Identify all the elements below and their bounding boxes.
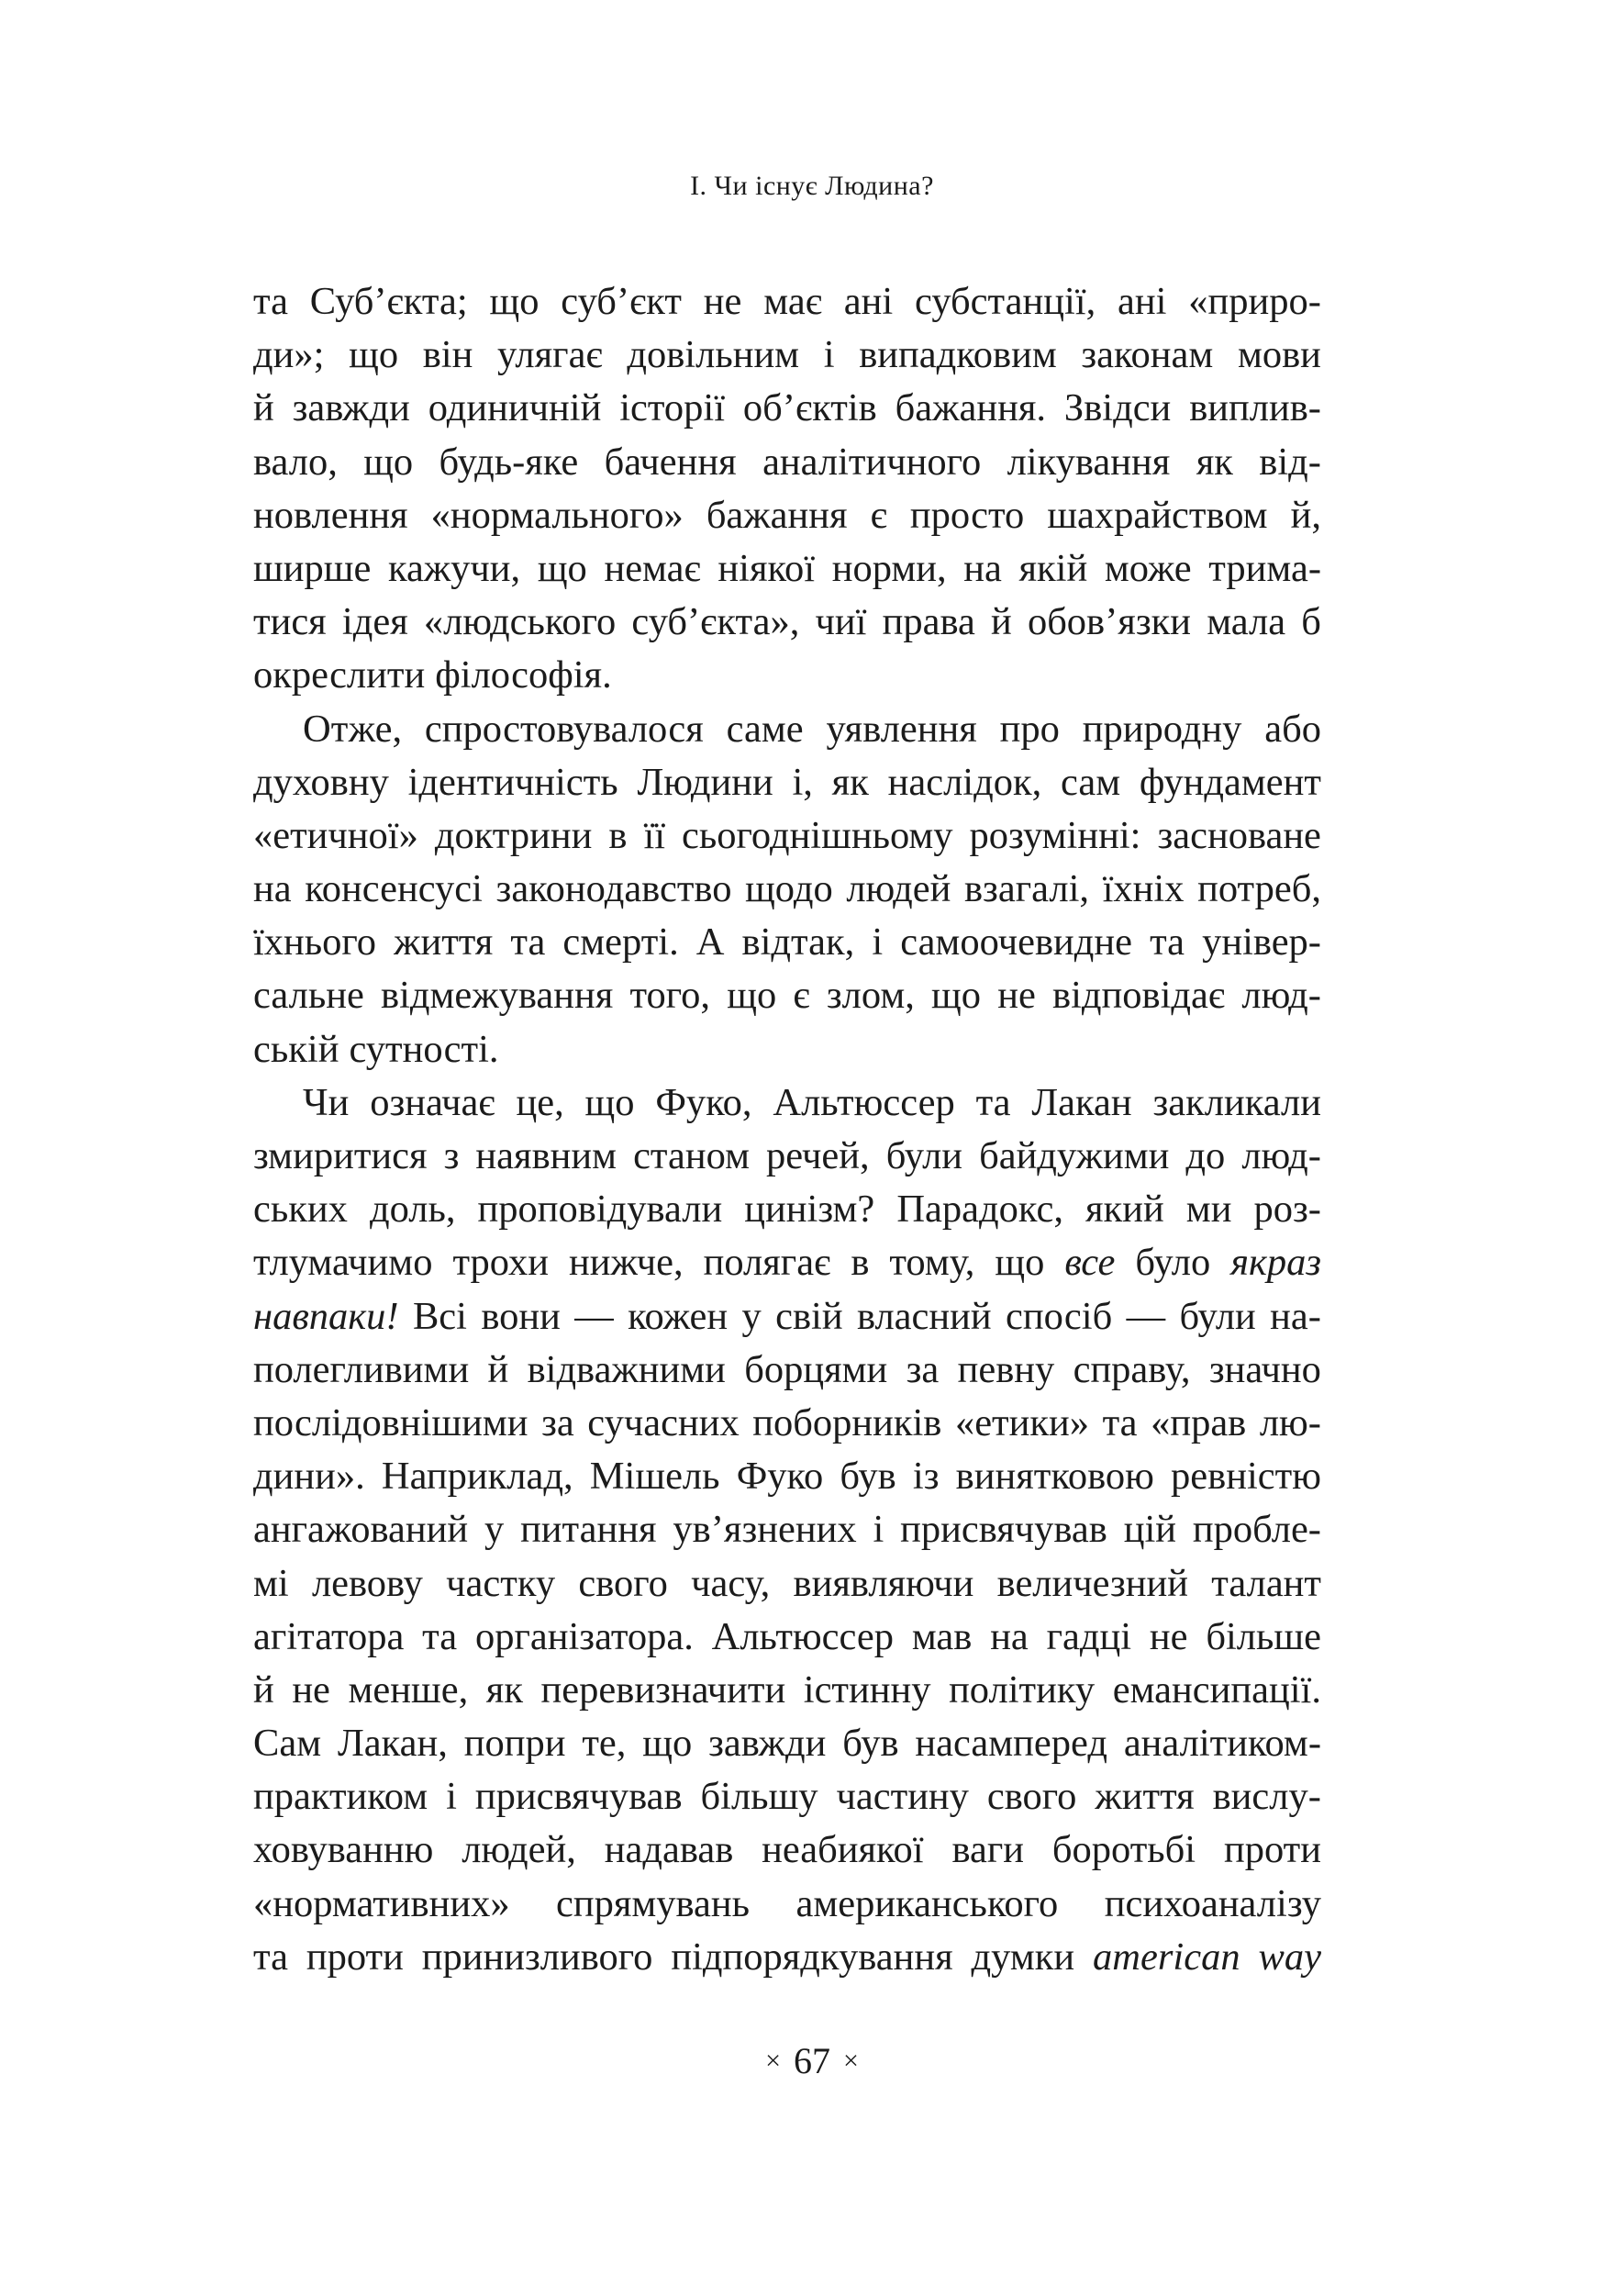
word: ангажований: [253, 1508, 469, 1552]
word: Фуко,: [655, 1080, 752, 1124]
word: талант: [1211, 1561, 1321, 1605]
word: і: [446, 1775, 457, 1819]
word: аналітиком-: [1123, 1722, 1321, 1766]
word: спосіб: [1006, 1294, 1113, 1338]
text-line: [253, 329, 1321, 382]
word: довільним: [627, 333, 800, 377]
word: консенсусі: [305, 867, 483, 911]
word: на: [963, 546, 1002, 590]
text-line: [253, 275, 1321, 329]
word: потреб,: [1197, 867, 1321, 911]
word: бачення: [604, 440, 737, 484]
word: як: [485, 1667, 523, 1712]
word: кожен: [628, 1294, 729, 1338]
word: тися: [253, 600, 327, 644]
word: змиритися: [253, 1134, 428, 1177]
word: сальне: [253, 974, 364, 1018]
word: емансипації.: [1112, 1667, 1321, 1712]
word: підпорядкування: [671, 1935, 953, 1979]
word: трохи: [452, 1241, 549, 1285]
word: лікування: [1007, 440, 1171, 484]
word: їхнього: [253, 920, 377, 965]
text-line: [253, 1290, 1321, 1344]
word: мі: [253, 1561, 289, 1605]
word: що: [584, 1080, 635, 1124]
word: який: [1085, 1188, 1164, 1232]
word: ідентичність: [407, 760, 618, 804]
word: був: [842, 1722, 899, 1766]
word: обов’язки: [1027, 600, 1192, 644]
word: що: [727, 974, 777, 1018]
word: організатора.: [474, 1614, 694, 1658]
word: Мішель: [589, 1455, 720, 1499]
word: й,: [1290, 493, 1321, 537]
text-line: [253, 1611, 1321, 1664]
word: з: [443, 1134, 460, 1177]
word: попри: [463, 1722, 566, 1766]
word: люд-: [1241, 1134, 1321, 1177]
word: окреслити: [253, 653, 426, 697]
word: права: [882, 600, 975, 644]
text-line: [253, 809, 1321, 863]
word: сутності.: [349, 1027, 499, 1071]
page-number: 67: [794, 2040, 830, 2081]
word: ніякої: [717, 546, 816, 590]
word: уявлення: [826, 707, 977, 751]
word: що: [931, 974, 982, 1018]
ornament-right: ×: [843, 2046, 859, 2076]
word: якій: [1018, 546, 1088, 590]
word: й: [253, 1667, 274, 1712]
text-line: [253, 1878, 1321, 1931]
word: у: [741, 1294, 762, 1338]
word: та: [975, 1080, 1011, 1124]
word: що: [642, 1722, 693, 1766]
word: саме: [726, 707, 804, 751]
text-line: [253, 1503, 1321, 1556]
text-line: [253, 542, 1321, 596]
word: бажання: [706, 493, 848, 537]
word: не: [997, 974, 1036, 1018]
word: не: [292, 1667, 330, 1712]
word: «людського: [423, 600, 617, 644]
word: часу,: [691, 1561, 771, 1605]
word: вало,: [253, 440, 338, 484]
word: універ-: [1202, 920, 1321, 965]
word: принизливого: [421, 1935, 653, 1979]
word: «прав: [1151, 1400, 1247, 1444]
word: розумінні:: [969, 813, 1141, 857]
word: було: [1135, 1241, 1211, 1285]
word: фундамент: [1139, 760, 1321, 804]
word: спрямувань: [556, 1881, 751, 1925]
word: Лакан,: [337, 1722, 448, 1766]
word: вони: [481, 1294, 561, 1338]
italic-word: american: [1093, 1935, 1240, 1979]
word: та: [510, 920, 546, 965]
word: проти: [306, 1935, 404, 1979]
word: неабиякої: [762, 1828, 924, 1872]
word: самоочевидне: [900, 920, 1133, 965]
word: гадці: [1046, 1614, 1132, 1658]
word: левову: [311, 1561, 423, 1605]
word: наявним: [475, 1134, 617, 1177]
word: послідовнішими: [253, 1400, 528, 1444]
word: за: [541, 1400, 574, 1444]
word: насамперед: [915, 1722, 1107, 1766]
word: те,: [582, 1722, 627, 1766]
word: винятковою: [955, 1455, 1154, 1499]
word: на-: [1270, 1294, 1321, 1338]
word: людей,: [462, 1828, 576, 1872]
word: має: [763, 280, 822, 323]
text-line: [253, 1023, 1321, 1076]
word: частину: [836, 1775, 969, 1819]
word: Сам: [253, 1722, 322, 1766]
word: люд-: [1241, 974, 1321, 1018]
word: бажання.: [895, 386, 1047, 430]
word: природну: [1082, 707, 1242, 751]
word: людей: [846, 867, 951, 911]
word: б: [1301, 600, 1321, 644]
word: і,: [792, 760, 813, 804]
word: надавав: [604, 1828, 734, 1872]
italic-word: все: [1064, 1241, 1116, 1285]
word: смерті.: [562, 920, 679, 965]
word: психоаналізу: [1104, 1881, 1321, 1925]
word: Чи: [303, 1080, 350, 1124]
word: Людини: [637, 760, 773, 804]
word: Всі: [412, 1294, 467, 1338]
word: Альтюссер: [773, 1080, 955, 1124]
text-line: [253, 1183, 1321, 1236]
word: величезний: [996, 1561, 1189, 1605]
word: Наприклад,: [381, 1455, 573, 1499]
word: може: [1104, 546, 1192, 590]
word: ідея: [341, 600, 408, 644]
word: як: [1196, 440, 1233, 484]
word: за: [906, 1347, 940, 1391]
word: аналітичного: [762, 440, 982, 484]
text-line: [253, 863, 1321, 916]
word: американського: [795, 1881, 1059, 1925]
text-line: [253, 489, 1321, 542]
word: Парадокс,: [896, 1188, 1063, 1232]
word: кажучи,: [387, 546, 521, 590]
word: означає: [370, 1080, 495, 1124]
text-line: [253, 649, 1321, 702]
word: завжди: [292, 386, 410, 430]
page-footer: [0, 2039, 1624, 2082]
word: й: [487, 1347, 509, 1391]
word: духовну: [253, 760, 389, 804]
word: немає: [604, 546, 701, 590]
text-line: [253, 703, 1321, 756]
word: «етики»: [954, 1400, 1090, 1444]
word: менше,: [348, 1667, 469, 1712]
word: мала: [1207, 600, 1286, 644]
word: Отже,: [303, 707, 403, 751]
word: ваги: [951, 1828, 1025, 1872]
word: доль,: [369, 1188, 456, 1232]
text-line: [253, 1236, 1321, 1289]
word: «приро-: [1188, 280, 1321, 323]
word: ширше: [253, 546, 372, 590]
word: відмежування: [381, 974, 614, 1018]
word: Суб’єкта;: [309, 280, 468, 323]
word: чиї: [815, 600, 867, 644]
word: законам: [1081, 333, 1214, 377]
word: просто: [909, 493, 1025, 537]
word: відповідає: [1052, 974, 1226, 1018]
word: тому,: [889, 1241, 975, 1285]
word: «етичної»: [253, 813, 418, 857]
word: станом: [633, 1134, 750, 1177]
word: або: [1264, 707, 1321, 751]
word: ських: [253, 1188, 348, 1232]
word: тлумачимо: [253, 1241, 433, 1285]
word: взагалі,: [963, 867, 1089, 911]
text-line: [253, 1450, 1321, 1503]
word: її: [643, 813, 666, 857]
text-line: [253, 969, 1321, 1022]
word: й: [991, 600, 1012, 644]
word: спростовувалося: [424, 707, 704, 751]
word: виплив-: [1189, 386, 1321, 430]
text-line: [253, 1823, 1321, 1877]
word: одиничній: [428, 386, 602, 430]
italic-word: якраз: [1230, 1241, 1321, 1285]
word: завжди: [708, 1722, 827, 1766]
word: виявляючи: [793, 1561, 974, 1605]
word: поборників: [752, 1400, 942, 1444]
word: законодавство: [495, 867, 732, 911]
text-line: [253, 382, 1321, 435]
word: проповідували: [477, 1188, 723, 1232]
word: певну: [957, 1347, 1055, 1391]
word: Альтюссер: [711, 1614, 895, 1658]
word: в: [851, 1241, 870, 1285]
running-head: I. Чи існує Людина?: [690, 171, 934, 201]
word: перевизначити: [540, 1667, 786, 1712]
word: свого: [986, 1775, 1077, 1819]
word: сучасних: [587, 1400, 740, 1444]
word: свого: [578, 1561, 668, 1605]
word: сьогоднішньому: [682, 813, 953, 857]
word: байдужими: [979, 1134, 1170, 1177]
text-line: [253, 756, 1321, 809]
word: ув’язнених: [673, 1508, 857, 1552]
word: —: [1126, 1294, 1166, 1338]
word: Лакан: [1031, 1080, 1132, 1124]
word: і: [872, 920, 884, 965]
word: політику: [949, 1667, 1096, 1712]
word: ди»;: [253, 333, 325, 377]
word: полягає: [703, 1241, 831, 1285]
word: борцями: [744, 1347, 888, 1391]
word: та: [1150, 920, 1185, 965]
italic-word: way: [1258, 1935, 1321, 1979]
word: «нормального»: [430, 493, 684, 537]
text-line: [253, 916, 1321, 969]
text-line: [253, 1130, 1321, 1183]
word: відтак,: [741, 920, 855, 965]
word: були: [885, 1134, 963, 1177]
word: суб’єкт: [561, 280, 682, 323]
word: від-: [1259, 440, 1321, 484]
word: не: [703, 280, 742, 323]
word: наслідок,: [887, 760, 1042, 804]
word: будь-яке: [439, 440, 579, 484]
word: проти: [1223, 1828, 1321, 1872]
word: лю-: [1259, 1400, 1321, 1444]
word: засноване: [1157, 813, 1321, 857]
word: Звідси: [1063, 386, 1172, 430]
word: що: [489, 280, 539, 323]
word: випадковим: [859, 333, 1057, 377]
word: та: [253, 1935, 288, 1979]
word: та: [253, 280, 288, 323]
word: відважними: [527, 1347, 726, 1391]
text-line: [253, 1344, 1321, 1397]
word: на: [253, 867, 292, 911]
word: не: [1149, 1614, 1188, 1658]
word: субстанції,: [915, 280, 1096, 323]
word: шахрайством: [1047, 493, 1268, 537]
word: ховуванню: [253, 1828, 434, 1872]
text-line: [253, 1076, 1321, 1130]
word: —: [574, 1294, 614, 1338]
word: свій: [775, 1294, 843, 1338]
word: як: [831, 760, 869, 804]
word: більше: [1206, 1614, 1321, 1658]
word: що: [363, 440, 414, 484]
text-line: [253, 1557, 1321, 1611]
word: це,: [516, 1080, 564, 1124]
word: значно: [1208, 1347, 1321, 1391]
ornament-left: ×: [765, 2046, 781, 2076]
word: він: [422, 333, 473, 377]
word: Фуко: [736, 1455, 824, 1499]
word: був: [840, 1455, 896, 1499]
word: що: [537, 546, 587, 590]
word: історії: [619, 386, 726, 430]
word: у: [484, 1508, 505, 1552]
word: ані: [1118, 280, 1167, 323]
word: і: [873, 1508, 884, 1552]
word: мови: [1237, 333, 1321, 377]
word: закликали: [1152, 1080, 1321, 1124]
text-line: [253, 1770, 1321, 1823]
word: що: [349, 333, 399, 377]
word: вислу-: [1212, 1775, 1321, 1819]
word: ані: [843, 280, 894, 323]
word: справу,: [1073, 1347, 1191, 1391]
word: що: [995, 1241, 1045, 1285]
word: злом,: [826, 974, 915, 1018]
word: присвячував: [900, 1508, 1107, 1552]
word: об’єктів: [742, 386, 877, 430]
word: до: [1185, 1134, 1226, 1177]
word: в: [608, 813, 628, 857]
word: є: [793, 974, 810, 1018]
word: мав: [911, 1614, 973, 1658]
word: дини».: [253, 1455, 365, 1499]
word: і: [823, 333, 835, 377]
word: ми: [1185, 1188, 1232, 1232]
word: їхніх: [1102, 867, 1185, 911]
text-line: [253, 1931, 1321, 1984]
word: сам: [1061, 760, 1121, 804]
text-line: [253, 1717, 1321, 1770]
word: А: [695, 920, 725, 965]
word: агітатора: [253, 1614, 405, 1658]
word: були: [1179, 1294, 1256, 1338]
word: про: [999, 707, 1060, 751]
body-text: [253, 275, 1321, 1984]
word: улягає: [497, 333, 603, 377]
word: норми,: [831, 546, 947, 590]
word: роз-: [1253, 1188, 1321, 1232]
text-line: [253, 1397, 1321, 1450]
word: новлення: [253, 493, 408, 537]
word: та: [1102, 1400, 1138, 1444]
word: полегливими: [253, 1347, 470, 1391]
word: того,: [629, 974, 711, 1018]
word: боротьбі: [1051, 1828, 1196, 1872]
word: речей,: [766, 1134, 870, 1177]
word: життя: [1095, 1775, 1195, 1819]
word: доктрини: [434, 813, 593, 857]
text-line: [253, 596, 1321, 649]
word: нижче,: [568, 1241, 684, 1285]
word: є: [870, 493, 887, 537]
word: власний: [856, 1294, 992, 1338]
word: ревністю: [1171, 1455, 1321, 1499]
italic-word: навпаки!: [253, 1294, 399, 1338]
word: філософія.: [435, 653, 612, 697]
word: життя: [394, 920, 494, 965]
word: щодо: [745, 867, 833, 911]
word: думки: [971, 1935, 1075, 1979]
word: «нормативних»: [253, 1881, 510, 1925]
text-line: [253, 1664, 1321, 1717]
word: практиком: [253, 1775, 428, 1819]
word: із: [912, 1455, 940, 1499]
word: істинну: [803, 1667, 931, 1712]
word: й: [253, 386, 274, 430]
word: цій: [1123, 1508, 1177, 1552]
word: на: [990, 1614, 1029, 1658]
word: пробле-: [1192, 1508, 1321, 1552]
word: суб’єкта»,: [631, 600, 800, 644]
word: питання: [520, 1508, 657, 1552]
word: цинізм?: [744, 1188, 875, 1232]
word: присвячував: [474, 1775, 683, 1819]
word: трима-: [1208, 546, 1321, 590]
word: та: [422, 1614, 458, 1658]
word: ській: [253, 1027, 339, 1071]
text-line: [253, 436, 1321, 489]
word: більшу: [700, 1775, 818, 1819]
word: частку: [446, 1561, 556, 1605]
